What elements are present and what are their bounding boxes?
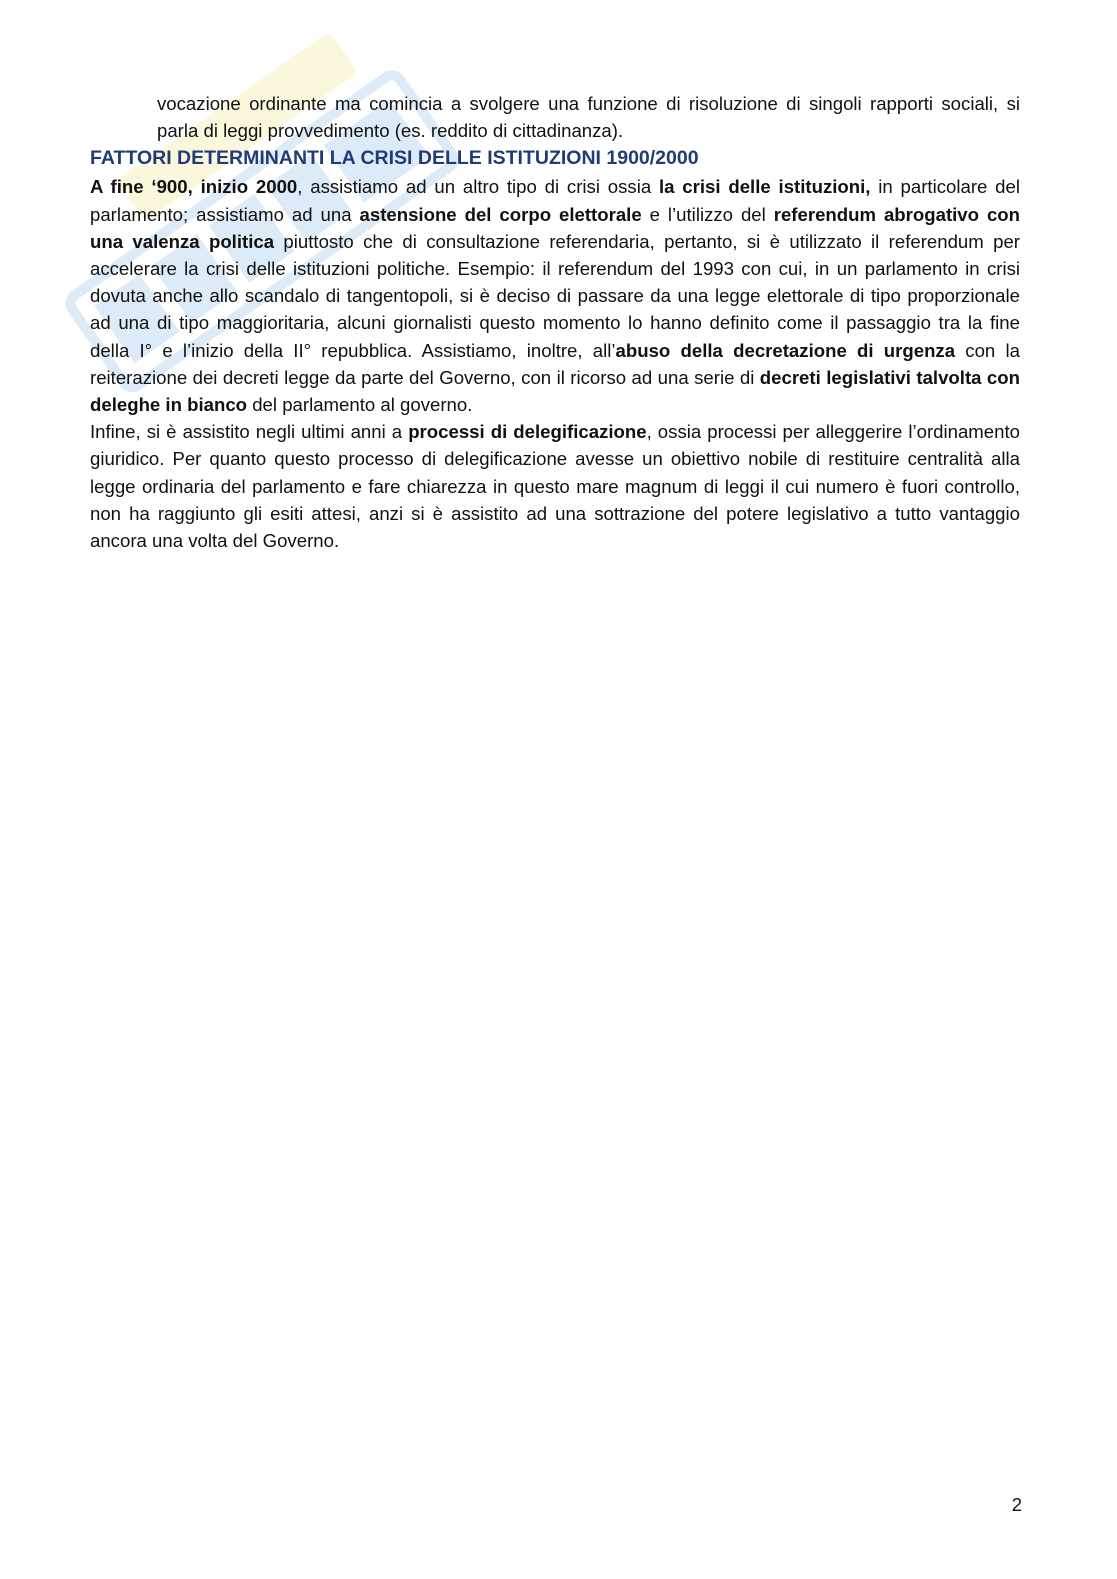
text-run: , assistiamo ad un altro tipo di crisi ossia [297,176,659,198]
bold-text-run: la crisi delle istituzioni, [658,176,871,198]
bold-text-run: astensione del corpo elettorale [359,203,642,225]
text-run: , ossia processi per alleggerire l’ordinamento giuridico. Per quanto questo processo di delegificazione avesse un obiettivo nobile di restituire centralità alla legge ordinaria del parlamento e fare chiarezza in questo mare magnum di leggi il cui numero è fuori controllo, non ha raggiunto gli esiti attesi, anzi si è assistito ad una sottrazione del potere legislativo a tutto vantaggio ancora una volta del Governo. [90,421,1020,552]
bold-text-run: decreti legislativi talvolta con deleghe in bianco [90,366,1020,416]
text-run: e l’utilizzo del [641,203,774,225]
text-run: Infine, si è assistito negli ultimi anni a [90,421,409,443]
page-number: 2 [1011,1494,1022,1515]
bold-text-run: referendum abrogativo con una valenza politica [90,203,1021,252]
bold-text-run: abuso della decretazione di urgenza [615,339,956,361]
body-paragraph-2 [90,418,1020,554]
text-run: in particolare del parlamento; assistiamo ad una [90,176,1020,225]
section-heading: FATTORI DETERMINANTI LA CRISI DELLE ISTITUZIONI 1900/2000 [90,147,699,170]
bold-text-run: A fine ‘900, inizio 2000 [90,176,298,198]
document-page [90,90,1020,554]
body-paragraph-1 [90,173,1020,418]
text-run: piuttosto che di consultazione referendaria, pertanto, si è utilizzato il referendum per accelerare la crisi delle istituzioni politiche. Esempio: il referendum del 1993 con cui, in un parlamento in crisi dovuta anche allo scandalo di tangentopoli, si è deciso di passare da una legge elettorale di tipo proporzionale ad una di tipo maggioritaria, alcuni giornalisti questo momento lo hanno definito come il passaggio tra la fine della I° e l’inizio della II° repubblica. Assistiamo, inoltre, all’ [90,230,1020,361]
bold-text-run: processi di delegificazione [408,421,647,443]
text-run: con la reiterazione dei decreti legge da parte del Governo, con il ricorso ad una serie di [90,339,1020,388]
intro-paragraph: vocazione ordinante ma comincia a svolgere una funzione di risoluzione di singoli rapporti sociali, si parla di leggi provvedimento (es. reddito di cittadinanza). [157,93,1020,142]
text-run: del parlamento al governo. [247,394,473,416]
